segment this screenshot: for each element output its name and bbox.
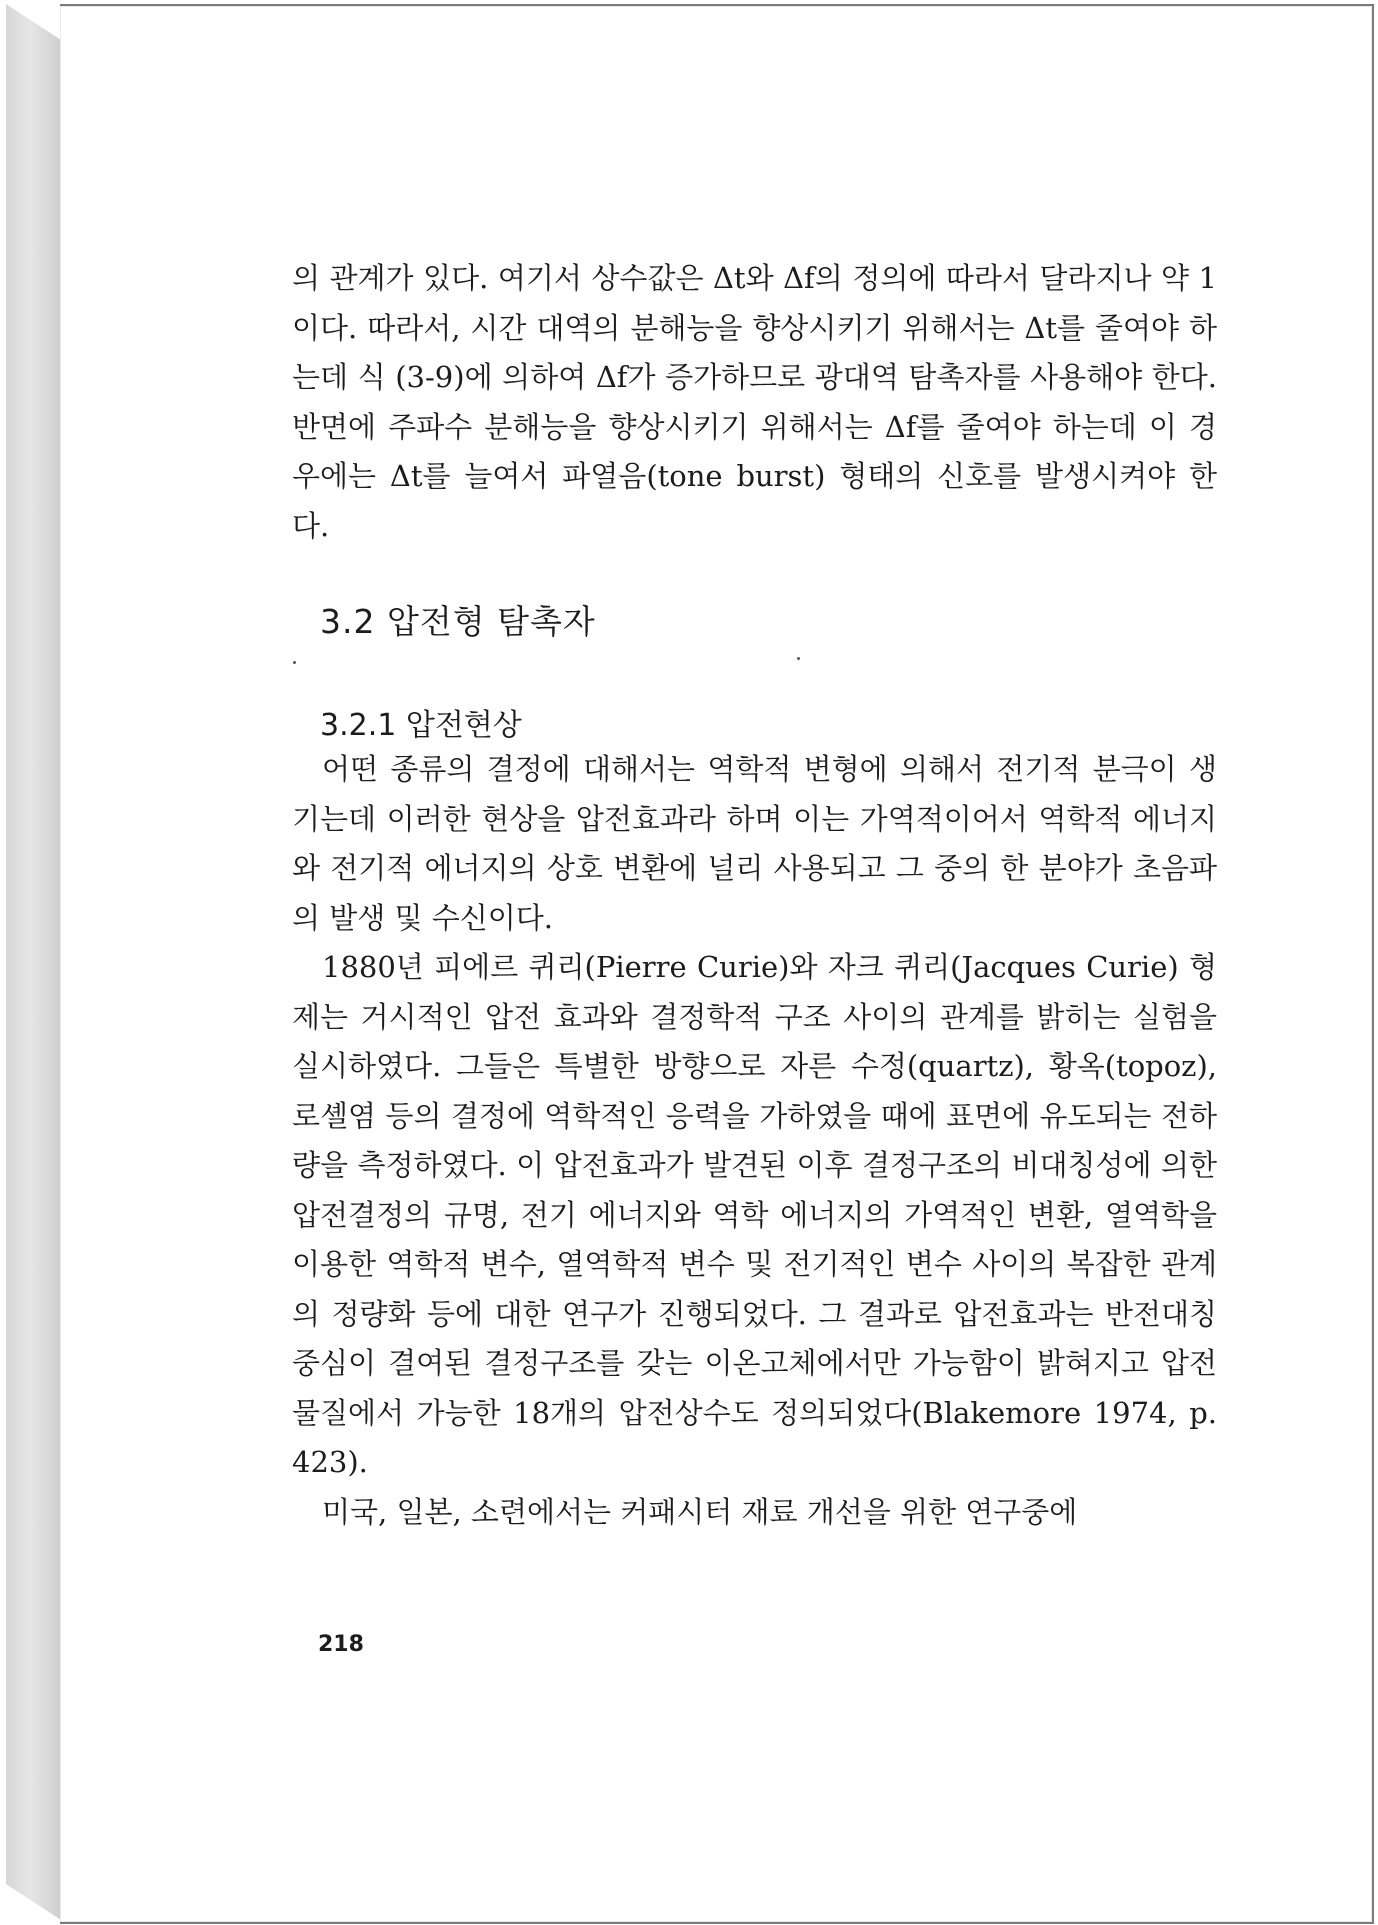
- body-paragraph-1: 어떤 종류의 결정에 대해서는 역학적 변형에 의해서 전기적 분극이 생기는데 이러한 현상을 압전효과라 하며 이는 가역적이어서 역학적 에너지와 전기적 에너지의 상호 변환에 널리 사용되고 그 중의 한 분야가 초음파의 발생 및 수신이다.: [292, 752, 1217, 935]
- page-number: 218: [318, 1632, 364, 1657]
- intro-text-block: [292, 254, 1217, 551]
- section-heading: 3.2 압전형 탐촉자: [320, 602, 596, 641]
- body-paragraph-3: 미국, 일본, 소련에서는 커패시터 재료 개선을 위한 연구중에: [322, 1494, 1078, 1529]
- subsection-heading: 3.2.1 압전현상: [320, 708, 522, 743]
- body-text-block: [292, 745, 1217, 1537]
- body-paragraph-2: 1880년 피에르 퀴리(Pierre Curie)와 자크 퀴리(Jacques Curie) 형제는 거시적인 압전 효과와 결정학적 구조 사이의 관계를 밝히는 실험을 실시하였다. 그들은 특별한 방향으로 자른 수정(quartz), 황옥(topoz), 로셸염 등의 결정에 역학적인 응력을 가하였을 때에 표면에 유도되는 전하량을 측정하였다. 이 압전효과가 발견된 이후 결정구조의 비대칭성에 의한 압전결정의 규명, 전기 에너지와 역학 에너지의 가역적인 변환, 열역학을 이용한 역학적 변수, 열역학적 변수 및 전기적인 변수 사이의 복잡한 관계의 정량화 등에 대한 연구가 진행되었다. 그 결과로 압전효과는 반전대칭중심이 결여된 결정구조를 갖는 이온고체에서만 가능함이 밝혀지고 압전물질에서 가능한 18개의 압전상수도 정의되었다(Blakemore 1974, p. 423).: [292, 950, 1217, 1479]
- scan-speck: [293, 661, 296, 664]
- intro-paragraph: 의 관계가 있다. 여기서 상수값은 Δt와 Δf의 정의에 따라서 달라지나 약 1이다. 따라서, 시간 대역의 분해능을 향상시키기 위해서는 Δt를 줄여야 하는데 식 (3-9)에 의하여 Δf가 증가하므로 광대역 탐촉자를 사용해야 한다. 반면에 주파수 분해능을 향상시키기 위해서는 Δf를 줄여야 하는데 이 경우에는 Δt를 늘여서 파열음(tone burst) 형태의 신호를 발생시켜야 한다.: [292, 261, 1217, 543]
- book-spine: [6, 4, 61, 1920]
- scan-speck: [797, 657, 800, 660]
